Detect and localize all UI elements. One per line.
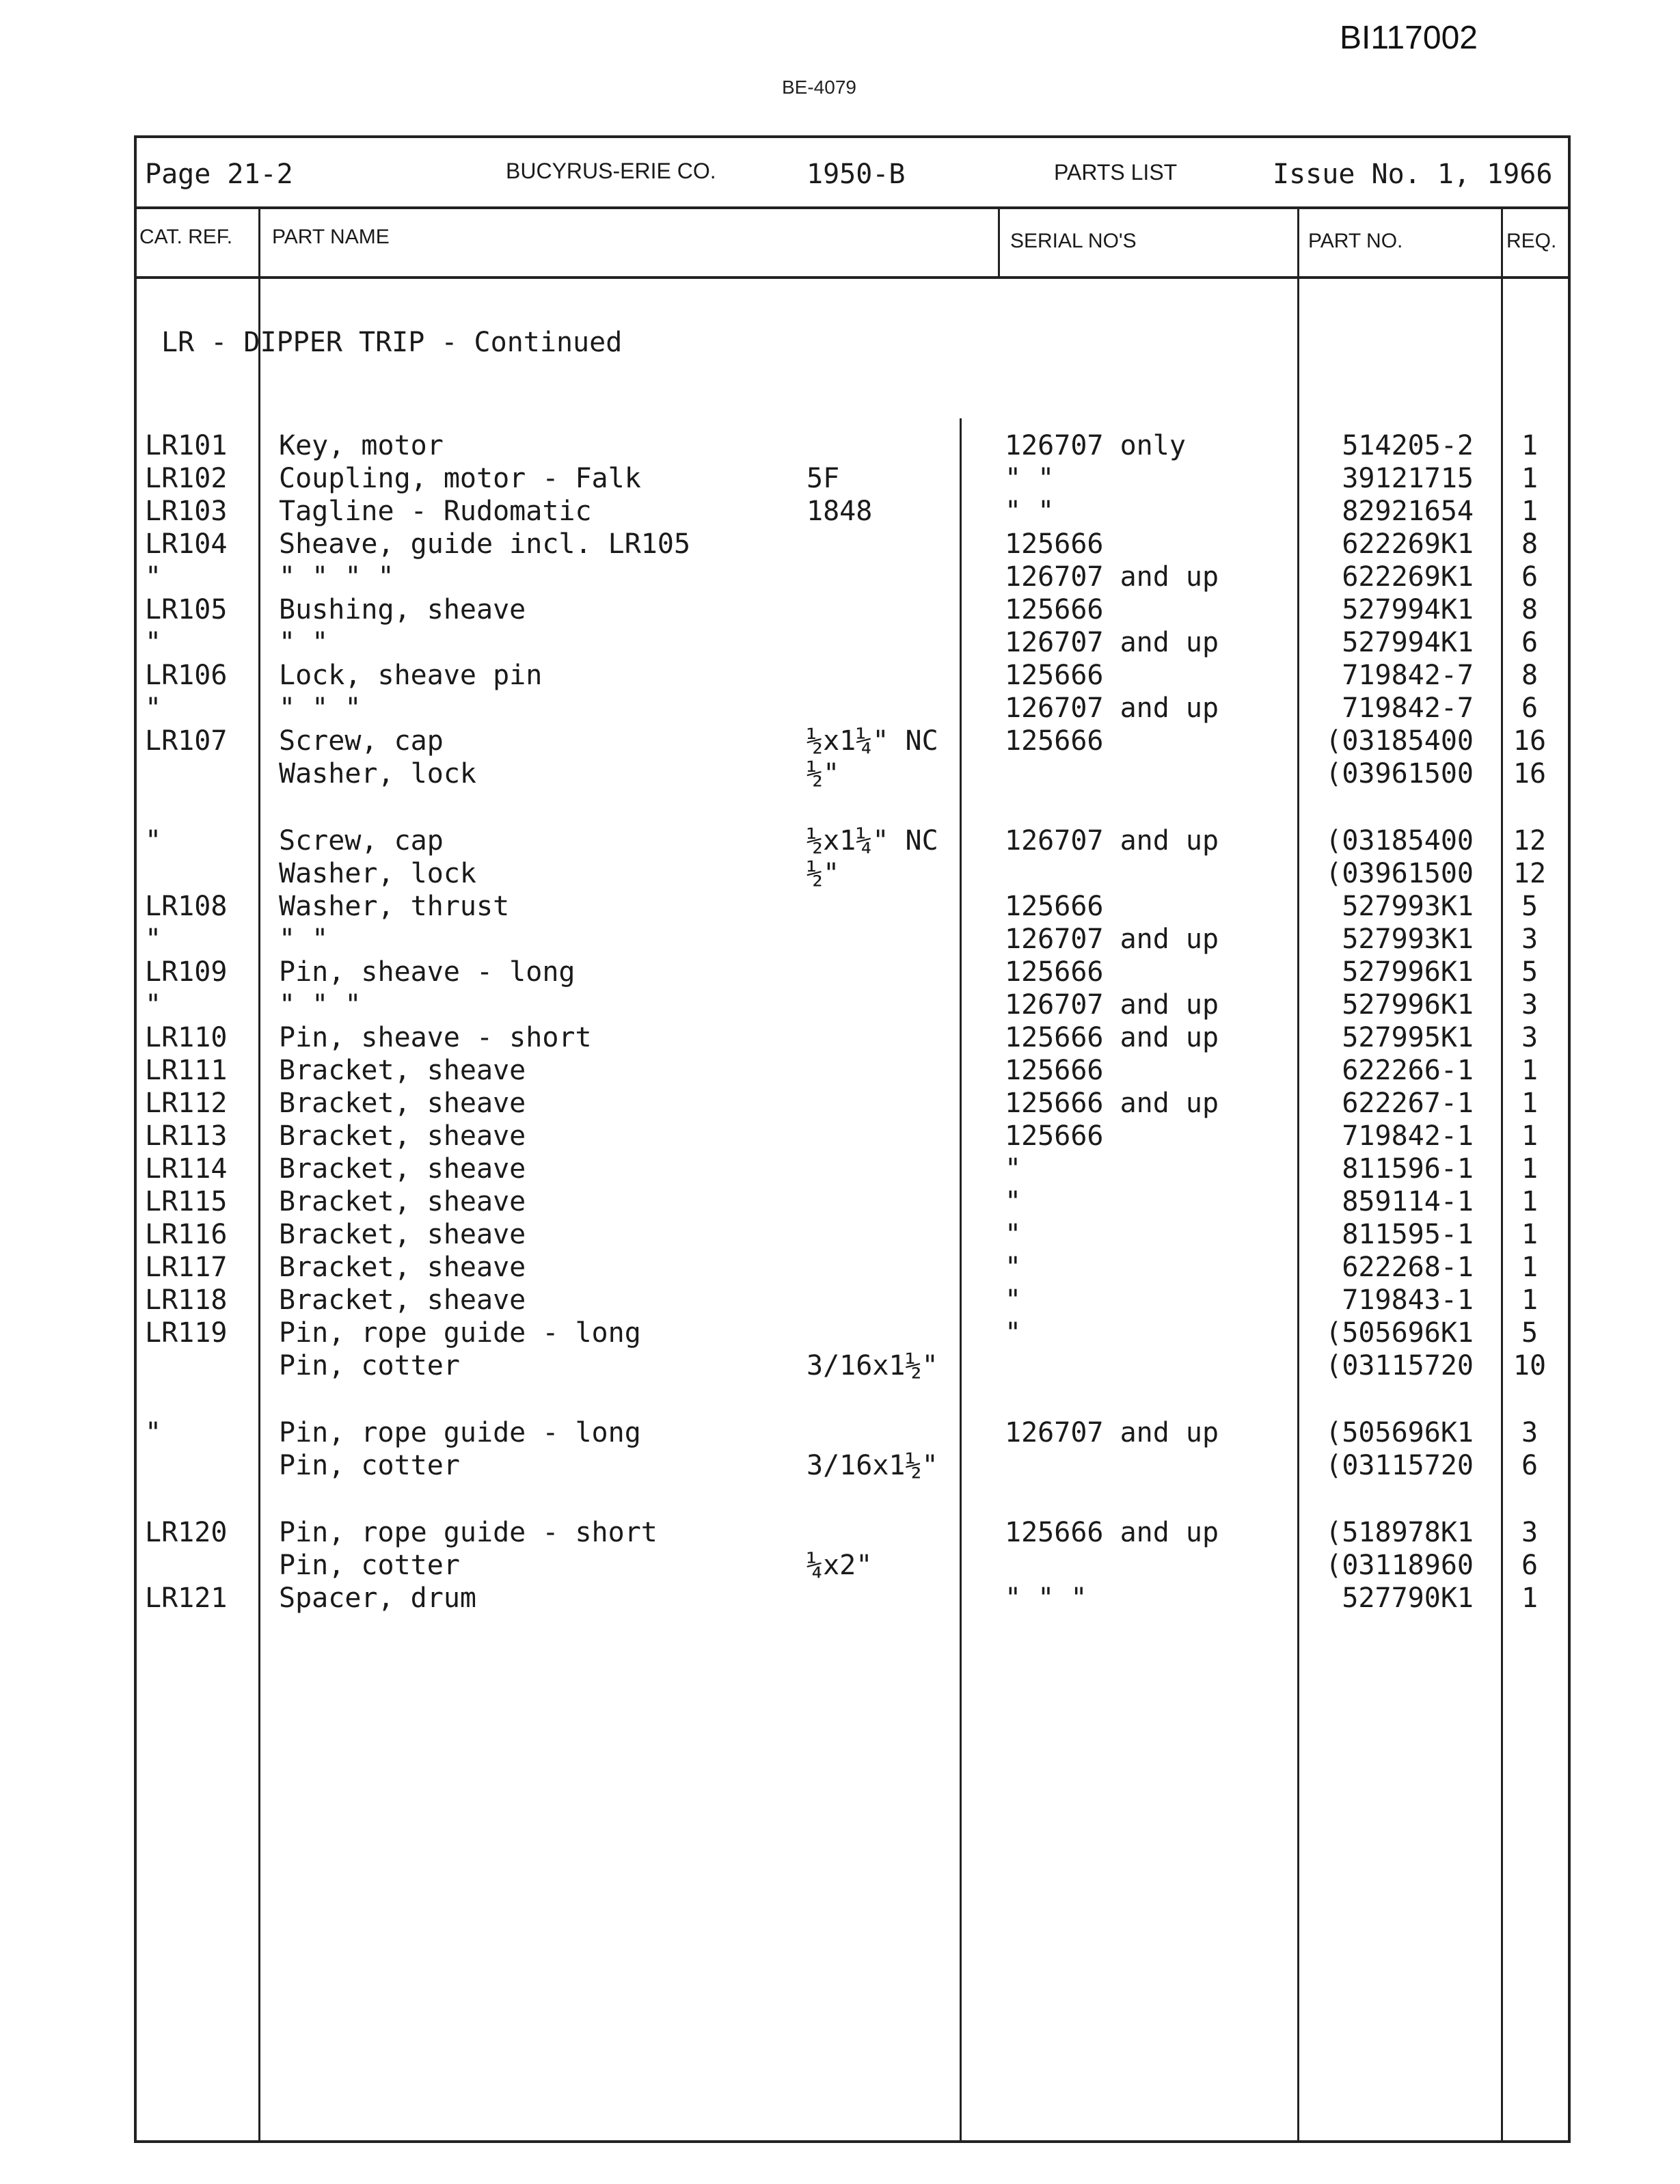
table-row — [0, 1449, 1680, 1482]
part-number-cell: 82921654 — [1342, 496, 1474, 527]
table-row — [0, 1317, 1680, 1349]
column-rule — [998, 208, 1000, 278]
serial-cell: " — [1005, 1186, 1022, 1217]
quantity-cell: 1 — [1521, 1120, 1539, 1152]
col-header-req: REQ. — [1506, 230, 1557, 252]
col-header-part-name: PART NAME — [272, 226, 390, 248]
part-name-cell: Bushing, sheave — [279, 594, 526, 625]
part-name-cell: " " " — [279, 692, 362, 724]
quantity-cell: 8 — [1521, 594, 1539, 625]
quantity-cell: 3 — [1521, 1517, 1539, 1548]
part-number-cell: 622269K1 — [1342, 528, 1474, 560]
serial-cell: " " " — [1005, 1582, 1087, 1614]
table-row — [0, 725, 1680, 757]
quantity-cell: 6 — [1521, 1450, 1539, 1481]
serial-cell: 126707 and up — [1005, 989, 1219, 1021]
table-row — [0, 1251, 1680, 1284]
part-name-cell: Pin, rope guide - short — [279, 1517, 658, 1548]
table-row — [0, 429, 1680, 462]
quantity-cell: 5 — [1521, 1317, 1539, 1349]
part-name-cell: Pin, cotter — [279, 1450, 460, 1481]
table-row — [0, 626, 1680, 659]
cat-ref-cell: LR115 — [145, 1186, 228, 1217]
serial-cell: " — [1005, 1317, 1022, 1349]
part-number-cell: (03115720 — [1325, 1350, 1474, 1381]
cat-ref-cell: LR110 — [145, 1022, 228, 1053]
quantity-cell: 1 — [1521, 1284, 1539, 1316]
part-number-cell: 527996K1 — [1342, 989, 1474, 1021]
part-number-cell: 527995K1 — [1342, 1022, 1474, 1053]
cat-ref-cell: LR113 — [145, 1120, 228, 1152]
part-name-cell: " " — [279, 627, 329, 658]
part-number-cell: 527993K1 — [1342, 924, 1474, 955]
serial-cell: " — [1005, 1219, 1022, 1250]
quantity-cell: 1 — [1521, 1153, 1539, 1185]
serial-cell: " — [1005, 1153, 1022, 1185]
part-name-cell: Coupling, motor - Falk — [279, 463, 641, 494]
cat-ref-cell: LR102 — [145, 463, 228, 494]
quantity-cell: 1 — [1521, 1186, 1539, 1217]
part-name-cell: Bracket, sheave — [279, 1186, 526, 1217]
table-row — [0, 956, 1680, 988]
quantity-cell: 3 — [1521, 1022, 1539, 1053]
part-name-cell: " " " — [279, 989, 362, 1021]
table-row — [0, 561, 1680, 593]
cat-ref-cell: LR118 — [145, 1284, 228, 1316]
part-number-cell: 527994K1 — [1342, 627, 1474, 658]
company-name: BUCYRUS-ERIE CO. — [506, 159, 716, 183]
table-row — [0, 1185, 1680, 1218]
quantity-cell: 1 — [1521, 1055, 1539, 1086]
quantity-cell: 1 — [1521, 430, 1539, 461]
quantity-cell: 8 — [1521, 660, 1539, 691]
serial-cell: 125666 and up — [1005, 1517, 1219, 1548]
part-number-cell: 811595-1 — [1342, 1219, 1474, 1250]
serial-cell: 125666 — [1005, 528, 1104, 560]
cat-ref-cell: LR101 — [145, 430, 228, 461]
table-row — [0, 1054, 1680, 1087]
cat-ref-cell: " — [145, 561, 162, 593]
part-number-cell: (505696K1 — [1325, 1417, 1474, 1448]
table-row — [0, 1416, 1680, 1449]
document-id: BI117002 — [1340, 20, 1478, 56]
page-number: Page 21-2 — [145, 159, 293, 190]
serial-cell: 125666 — [1005, 594, 1104, 625]
part-name-cell: Bracket, sheave — [279, 1055, 526, 1086]
serial-cell: 126707 and up — [1005, 825, 1219, 857]
part-name-cell: Bracket, sheave — [279, 1153, 526, 1185]
header-divider — [134, 206, 1571, 209]
size-cell: ½" — [807, 758, 840, 790]
column-header-divider — [134, 276, 1571, 279]
part-number-cell: (03118960 — [1325, 1550, 1474, 1581]
cat-ref-cell: LR112 — [145, 1088, 228, 1119]
table-row — [0, 824, 1680, 857]
quantity-cell: 6 — [1521, 692, 1539, 724]
size-cell: ¼x2" — [807, 1550, 873, 1581]
table-row — [0, 1284, 1680, 1317]
cat-ref-cell: LR108 — [145, 891, 228, 922]
quantity-cell: 5 — [1521, 956, 1539, 988]
quantity-cell: 1 — [1521, 1219, 1539, 1250]
serial-cell: 126707 and up — [1005, 924, 1219, 955]
part-name-cell: Pin, sheave - long — [279, 956, 575, 988]
table-row — [0, 1087, 1680, 1120]
table-row — [0, 988, 1680, 1021]
issue-info: Issue No. 1, 1966 — [1273, 159, 1553, 190]
cat-ref-cell: LR116 — [145, 1219, 228, 1250]
cat-ref-cell: " — [145, 825, 162, 857]
quantity-cell: 6 — [1521, 1550, 1539, 1581]
cat-ref-cell: LR107 — [145, 725, 228, 757]
table-row — [0, 692, 1680, 725]
quantity-cell: 6 — [1521, 627, 1539, 658]
part-name-cell: Spacer, drum — [279, 1582, 476, 1614]
table-row — [0, 462, 1680, 495]
quantity-cell: 12 — [1513, 858, 1547, 889]
part-number-cell: 811596-1 — [1342, 1153, 1474, 1185]
serial-cell: " — [1005, 1284, 1022, 1316]
size-cell: 5F — [807, 463, 840, 494]
col-header-part-no: PART NO. — [1308, 230, 1403, 252]
model-number: 1950-B — [807, 159, 906, 190]
part-number-cell: 39121715 — [1342, 463, 1474, 494]
table-row — [0, 528, 1680, 561]
serial-cell: " " — [1005, 496, 1055, 527]
part-number-cell: (03185400 — [1325, 825, 1474, 857]
part-number-cell: (505696K1 — [1325, 1317, 1474, 1349]
serial-cell: 126707 only — [1005, 430, 1186, 461]
quantity-cell: 1 — [1521, 496, 1539, 527]
serial-cell: 125666 — [1005, 891, 1104, 922]
part-number-cell: 622269K1 — [1342, 561, 1474, 593]
part-name-cell: Screw, cap — [279, 825, 444, 857]
part-number-cell: 719842-1 — [1342, 1120, 1474, 1152]
part-name-cell: Washer, lock — [279, 758, 476, 790]
part-number-cell: 527993K1 — [1342, 891, 1474, 922]
part-name-cell: Washer, thrust — [279, 891, 510, 922]
table-row — [0, 1349, 1680, 1382]
part-name-cell: Washer, lock — [279, 858, 476, 889]
part-name-cell: Pin, rope guide - long — [279, 1417, 641, 1448]
serial-cell: 126707 and up — [1005, 627, 1219, 658]
table-row — [0, 857, 1680, 890]
part-number-cell: (518978K1 — [1325, 1517, 1474, 1548]
part-name-cell: Bracket, sheave — [279, 1088, 526, 1119]
table-row — [0, 1120, 1680, 1152]
form-number: BE-4079 — [782, 77, 856, 98]
serial-cell: 125666 — [1005, 956, 1104, 988]
part-number-cell: 527996K1 — [1342, 956, 1474, 988]
cat-ref-cell: LR105 — [145, 594, 228, 625]
cat-ref-cell: LR114 — [145, 1153, 228, 1185]
size-cell: 3/16x1½" — [807, 1450, 938, 1481]
cat-ref-cell: LR104 — [145, 528, 228, 560]
part-number-cell: (03185400 — [1325, 725, 1474, 757]
part-number-cell: (03961500 — [1325, 758, 1474, 790]
section-title: LR - DIPPER TRIP - Continued — [161, 327, 623, 358]
size-cell: ½x1¼" NC — [807, 725, 938, 757]
part-name-cell: Bracket, sheave — [279, 1219, 526, 1250]
table-row — [0, 1021, 1680, 1054]
part-number-cell: 527994K1 — [1342, 594, 1474, 625]
cat-ref-cell: " — [145, 989, 162, 1021]
part-name-cell: Bracket, sheave — [279, 1120, 526, 1152]
cat-ref-cell: LR121 — [145, 1582, 228, 1614]
part-name-cell: Pin, rope guide - long — [279, 1317, 641, 1349]
serial-cell: " " — [1005, 463, 1055, 494]
serial-cell: 125666 — [1005, 1120, 1104, 1152]
serial-cell: 126707 and up — [1005, 1417, 1219, 1448]
part-name-cell: Key, motor — [279, 430, 444, 461]
part-name-cell: Bracket, sheave — [279, 1252, 526, 1283]
quantity-cell: 3 — [1521, 1417, 1539, 1448]
quantity-cell: 3 — [1521, 924, 1539, 955]
part-number-cell: 622266-1 — [1342, 1055, 1474, 1086]
part-number-cell: 514205-2 — [1342, 430, 1474, 461]
serial-cell: 125666 — [1005, 1055, 1104, 1086]
part-number-cell: 622268-1 — [1342, 1252, 1474, 1283]
serial-cell: " — [1005, 1252, 1022, 1283]
quantity-cell: 16 — [1513, 758, 1547, 790]
quantity-cell: 8 — [1521, 528, 1539, 560]
quantity-cell: 16 — [1513, 725, 1547, 757]
cat-ref-cell: LR120 — [145, 1517, 228, 1548]
list-type: PARTS LIST — [1054, 160, 1178, 185]
table-row — [0, 1218, 1680, 1251]
part-number-cell: (03961500 — [1325, 858, 1474, 889]
quantity-cell: 12 — [1513, 825, 1547, 857]
part-number-cell: 622267-1 — [1342, 1088, 1474, 1119]
table-row — [0, 757, 1680, 790]
col-header-serial: SERIAL NO'S — [1010, 230, 1137, 252]
serial-cell: 125666 and up — [1005, 1088, 1219, 1119]
table-row — [0, 1152, 1680, 1185]
quantity-cell: 5 — [1521, 891, 1539, 922]
part-name-cell: Bracket, sheave — [279, 1284, 526, 1316]
col-header-cat-ref: CAT. REF. — [139, 226, 233, 248]
part-name-cell: Pin, sheave - short — [279, 1022, 592, 1053]
size-cell: 1848 — [807, 496, 873, 527]
size-cell: ½" — [807, 858, 840, 889]
cat-ref-cell: LR103 — [145, 496, 228, 527]
part-number-cell: (03115720 — [1325, 1450, 1474, 1481]
serial-cell: 125666 — [1005, 660, 1104, 691]
cat-ref-cell: LR119 — [145, 1317, 228, 1349]
table-row — [0, 1516, 1680, 1549]
part-number-cell: 719843-1 — [1342, 1284, 1474, 1316]
size-cell: ½x1¼" NC — [807, 825, 938, 857]
quantity-cell: 1 — [1521, 463, 1539, 494]
table-row — [0, 495, 1680, 528]
table-row — [0, 923, 1680, 956]
part-name-cell: " " " " — [279, 561, 394, 593]
table-row — [0, 1582, 1680, 1615]
quantity-cell: 1 — [1521, 1582, 1539, 1614]
cat-ref-cell: " — [145, 1417, 162, 1448]
cat-ref-cell: LR117 — [145, 1252, 228, 1283]
part-number-cell: 527790K1 — [1342, 1582, 1474, 1614]
serial-cell: 126707 and up — [1005, 561, 1219, 593]
part-number-cell: 859114-1 — [1342, 1186, 1474, 1217]
serial-cell: 125666 — [1005, 725, 1104, 757]
serial-cell: 125666 and up — [1005, 1022, 1219, 1053]
quantity-cell: 3 — [1521, 989, 1539, 1021]
part-name-cell: Tagline - Rudomatic — [279, 496, 592, 527]
cat-ref-cell: LR106 — [145, 660, 228, 691]
part-name-cell: Lock, sheave pin — [279, 660, 543, 691]
cat-ref-cell: " — [145, 627, 162, 658]
part-number-cell: 719842-7 — [1342, 660, 1474, 691]
part-name-cell: " " — [279, 924, 329, 955]
quantity-cell: 6 — [1521, 561, 1539, 593]
cat-ref-cell: LR111 — [145, 1055, 228, 1086]
size-cell: 3/16x1½" — [807, 1350, 938, 1381]
table-row — [0, 593, 1680, 626]
part-name-cell: Pin, cotter — [279, 1350, 460, 1381]
cat-ref-cell: LR109 — [145, 956, 228, 988]
cat-ref-cell: " — [145, 692, 162, 724]
quantity-cell: 10 — [1513, 1350, 1547, 1381]
table-row — [0, 1549, 1680, 1582]
part-name-cell: Pin, cotter — [279, 1550, 460, 1581]
part-number-cell: 719842-7 — [1342, 692, 1474, 724]
quantity-cell: 1 — [1521, 1252, 1539, 1283]
serial-cell: 126707 and up — [1005, 692, 1219, 724]
table-row — [0, 890, 1680, 923]
part-name-cell: Sheave, guide incl. LR105 — [279, 528, 691, 560]
part-name-cell: Screw, cap — [279, 725, 444, 757]
quantity-cell: 1 — [1521, 1088, 1539, 1119]
cat-ref-cell: " — [145, 924, 162, 955]
table-row — [0, 659, 1680, 692]
